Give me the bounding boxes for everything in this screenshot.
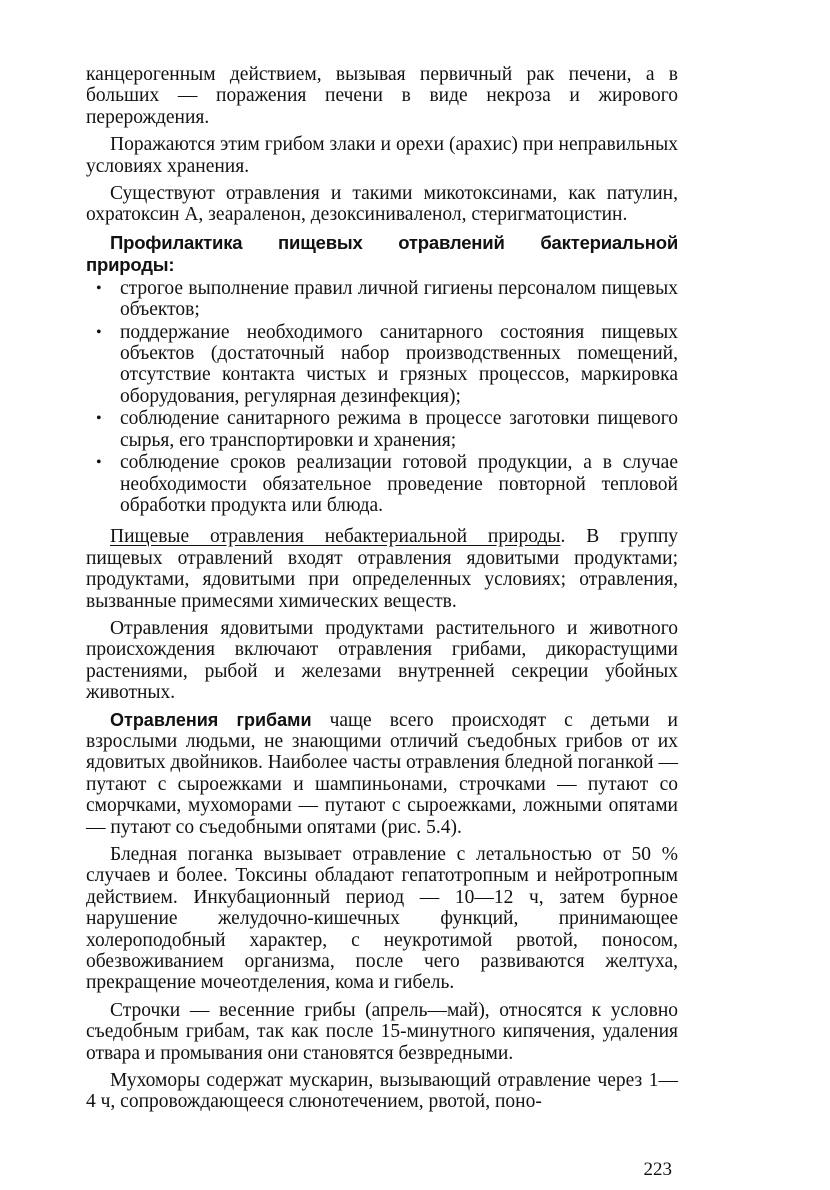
- paragraph-text: чаще всего происходят с детьми и взрослыми людьми, не знающими отличий съедобных грибов от их ядовитых двойников. Наиболее часты отравления бледной поганкой — путают с сыроежками и шампиньонами, строчками — путают со сморчками, мухоморами — путают с сыроежками, ложными опятами — путают со съедобными опятами (рис. 5.4).: [86, 709, 678, 838]
- list-item: [96, 321, 678, 408]
- paragraph-mycotoxins: Существуют отравления и такими микотоксинами, как патулин, охратоксин А, зеараленон, дезоксиниваленол, стеригматоцистин.: [86, 183, 678, 226]
- bullet-icon: •: [96, 323, 102, 341]
- list-item-text: соблюдение санитарного режима в процессе заготовки пищевого сырья, его транспортировки и хранения;: [120, 408, 678, 451]
- section-heading-prevention: Профилактика пищевых отравлений бактериальной природы:: [86, 231, 678, 275]
- list-item-text: поддержание необходимого санитарного состояния пищевых объектов (достаточный набор производственных помещений, отсутствие контакта чистых и грязных процессов, маркировка оборудования, регулярная дезинфекция);: [120, 321, 678, 407]
- list-item: [96, 408, 678, 451]
- underlined-term: Пищевые отравления небактериальной природы: [110, 526, 561, 548]
- list-item: [96, 277, 678, 321]
- page-number: 223: [643, 1159, 672, 1180]
- prevention-list: [86, 278, 678, 516]
- paragraph-false-morels: Строчки — весенние грибы (апрель—май), относятся к условно съедобным грибам, так как после 15-минутного кипячения, удаления отвара и промывания они становятся безвредными.: [86, 999, 678, 1064]
- bold-term: Отравления грибами: [110, 709, 312, 730]
- paragraph-death-cap: Бледная поганка вызывает отравление с летальностью от 50 % случаев и более. Токсины обладают гепатотропным и нейротропным действием. Инкубационный период — 10—12 ч, затем бурное нарушение желудочно-кишечных функций, принимающее холероподобный характер, с неукротимой рвотой, поносом, обезвоживанием организма, после чего развиваются желтуха, прекращение мочеотделения, кома и гибель.: [86, 844, 678, 994]
- paragraph-text: . В группу пищевых отравлений входят отравления ядовитыми продуктами; продуктами, ядовитыми при определенных условиях; отравления, вызванные примесями химических веществ.: [86, 526, 679, 612]
- paragraph-carcinogen: канцерогенным действием, вызывая первичный рак печени, а в больших — поражения печени в виде некроза и жирового перерождения.: [86, 64, 678, 128]
- paragraph-fly-agaric: Мухоморы содержат мускарин, вызывающий отравление через 1—4 ч, сопровождающееся слюнотечением, рвотой, поно-: [86, 1070, 678, 1113]
- bullet-icon: •: [96, 410, 102, 428]
- list-item-text: соблюдение сроков реализации готовой продукции, а в случае необходимости обязательное проведение повторной тепловой обработки продукта или блюда.: [120, 452, 678, 516]
- bullet-icon: •: [96, 279, 102, 297]
- list-item: [96, 452, 678, 516]
- list-item-text: строгое выполнение правил личной гигиены персоналом пищевых объектов;: [120, 277, 678, 321]
- paragraph-affected-crops: Поражаются этим грибом злаки и орехи (арахис) при неправильных условиях хранения.: [86, 134, 678, 177]
- bullet-icon: •: [96, 454, 102, 472]
- paragraph-mushroom-poisoning: [86, 710, 678, 838]
- paragraph-nonbacterial: [86, 526, 678, 612]
- paragraph-plant-animal: Отравления ядовитыми продуктами растительного и животного происхождения включают отравления грибами, дикорастущими растениями, рыбой и железами внутренней секреции убойных животных.: [86, 617, 678, 704]
